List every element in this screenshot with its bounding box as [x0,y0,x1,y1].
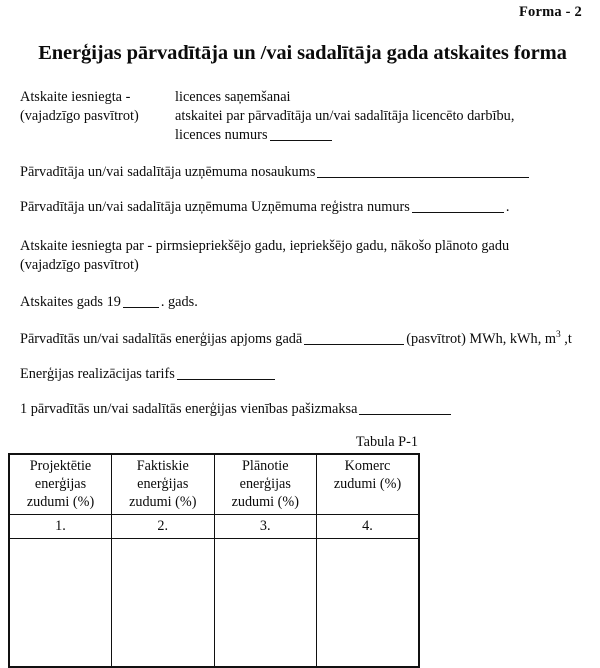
reporting-period-block [20,237,588,275]
data-cell-planned[interactable] [214,539,317,668]
energy-volume-blank[interactable] [304,333,404,345]
energy-volume-units-tail: ,t [560,331,572,347]
register-number-blank[interactable] [412,201,504,213]
report-year-blank[interactable] [123,296,159,308]
column-number-2: 2. [112,515,215,539]
form-body [20,88,588,419]
license-number-blank[interactable] [270,129,332,141]
energy-losses-table [8,453,420,668]
license-number-label: licences numurs [175,127,268,143]
table-header-cell-planned [214,454,317,515]
unit-cost-blank[interactable] [359,403,451,415]
data-cell-commercial[interactable] [317,539,420,668]
page-title: Enerģijas pārvadītāja un /vai sadalītāja gada atskaites forma [38,41,567,64]
energy-volume-label: Pārvadītās un/vai sadalītās enerģijas apjoms gadā [20,331,303,347]
cubic-meter-superscript: 3 [555,330,561,341]
company-name-label: Pārvadītāja un/vai sadalītāja uzņēmuma nosaukums [20,164,316,180]
submission-purpose-label [20,88,175,126]
tariff-label: Enerģijas realizācijas tarifs [20,366,175,382]
tariff-blank[interactable] [177,368,275,380]
register-number-suffix: . [505,199,510,215]
header-actual-line3: zudumi (%) [129,494,197,510]
header-projected-line2: enerģijas [34,476,87,492]
register-number-label: Pārvadītāja un/vai sadalītāja uzņēmuma Uzņēmuma reģistra numurs [20,199,410,215]
energy-volume-units[interactable] [406,331,572,347]
header-projected-line3: zudumi (%) [26,494,95,510]
report-year-prefix: Atskaites gads 19 [20,294,121,310]
submission-label-line2: (vajadzīgo pasvītrot) [20,108,139,124]
company-name-row [20,163,588,182]
table-row [9,539,419,668]
table-header-cell-actual [112,454,215,515]
header-planned-line2: enerģijas [239,476,291,492]
table-caption: Tabula P-1 [355,434,418,450]
header-projected-line1: Projektētie [29,458,92,474]
form-code: Forma - 2 [518,4,582,20]
column-number-1: 1. [9,515,112,539]
header-actual-line1: Faktiskie [136,458,189,474]
column-number-3: 3. [214,515,317,539]
table-header-row [9,454,419,515]
energy-volume-units-text: (pasvītrot) MWh, kWh, m [406,331,556,347]
header-commercial-line2: zudumi (%) [333,476,402,492]
submission-option-report[interactable]: atskaitei par pārvadītāja un/vai sadalītāja licencēto darbību, [175,108,515,124]
submission-purpose-block [20,88,588,145]
report-year-suffix: . gads. [160,294,198,310]
table-header-cell-projected [9,454,112,515]
header-planned-line1: Plānotie [242,458,289,474]
unit-cost-row [20,400,588,419]
company-name-blank[interactable] [317,166,529,178]
table-header-cell-commercial [317,454,420,515]
submission-purpose-options [175,88,588,145]
unit-cost-label: 1 pārvadītās un/vai sadalītās enerģijas vienības pašizmaksa [20,401,358,417]
header-actual-line2: enerģijas [137,476,189,492]
reporting-period-line1[interactable]: Atskaite iesniegta par - pirmsiepriekšējo gadu, iepriekšējo gadu, nākošo plānoto gadu [20,238,510,254]
column-number-4: 4. [317,515,420,539]
submission-label-line1: Atskaite iesniegta - [20,89,131,105]
energy-volume-row [20,330,588,349]
data-cell-projected[interactable] [9,539,112,668]
reporting-period-line2: (vajadzīgo pasvītrot) [20,257,139,273]
header-commercial-line1: Komerc [344,458,391,474]
register-number-row [20,198,588,217]
submission-option-license[interactable]: licences saņemšanai [175,89,291,105]
table-column-number-row [9,515,419,539]
header-planned-line3: zudumi (%) [231,494,299,510]
tariff-row [20,365,588,384]
data-cell-actual[interactable] [112,539,215,668]
report-year-row [20,293,588,312]
